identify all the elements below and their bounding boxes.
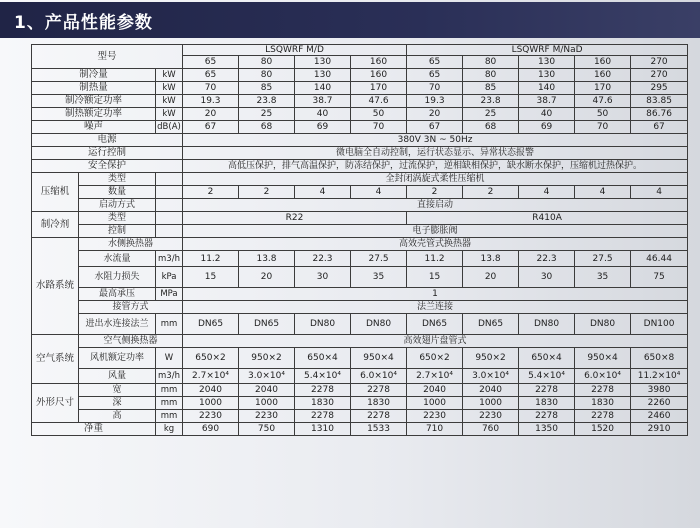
table-cell	[156, 186, 183, 199]
table-cell: 80	[239, 69, 295, 82]
table-cell: 130	[295, 69, 351, 82]
table-cell: 75	[631, 267, 688, 288]
table-cell: kg	[156, 423, 183, 436]
table-cell: 80	[239, 56, 295, 69]
table-cell: 运行控制	[32, 147, 183, 160]
table-row	[32, 410, 688, 423]
table-cell: 65	[183, 69, 239, 82]
table-cell: 水流量	[79, 251, 156, 267]
table-cell: 950×4	[575, 348, 631, 369]
table-cell: 86.76	[631, 108, 688, 121]
table-cell: 38.7	[295, 95, 351, 108]
table-cell: kW	[156, 69, 183, 82]
table-cell: 2278	[519, 384, 575, 397]
table-cell: 最高承压	[79, 288, 156, 301]
table-cell: 2230	[463, 410, 519, 423]
table-cell: 68	[463, 121, 519, 134]
table-cell: 风机额定功率	[79, 348, 156, 369]
table-cell: 65	[407, 69, 463, 82]
table-cell: 760	[463, 423, 519, 436]
table-row	[32, 397, 688, 410]
table-cell: 30	[519, 267, 575, 288]
table-cell: 140	[295, 82, 351, 95]
table-cell: 140	[519, 82, 575, 95]
table-cell: DN65	[407, 314, 463, 335]
table-cell: 空气侧换热器	[79, 335, 183, 348]
table-cell: 295	[631, 82, 688, 95]
table-cell: 85	[463, 82, 519, 95]
table-cell: 数量	[79, 186, 156, 199]
table-cell: LSQWRF M/NaD	[407, 45, 688, 56]
table-cell: 全封闭涡旋式柔性压缩机	[183, 173, 688, 186]
table-cell: DN80	[575, 314, 631, 335]
table-cell: 270	[631, 56, 688, 69]
table-cell: 3980	[631, 384, 688, 397]
table-cell: mm	[156, 314, 183, 335]
table-cell: 15	[407, 267, 463, 288]
table-cell: 650×4	[519, 348, 575, 369]
table-cell: 2.7×10⁴	[407, 369, 463, 384]
table-cell: 微电脑全自动控制，运行状态显示、异常状态报警	[183, 147, 688, 160]
table-cell: 22.3	[295, 251, 351, 267]
table-cell: 70	[575, 121, 631, 134]
table-cell: 4	[351, 186, 407, 199]
table-cell: 高低压保护，排气高温保护，防冻结保护，过流保护，逆相缺相保护，缺水断水保护，压缩机过热保护。	[183, 160, 688, 173]
table-cell: 23.8	[463, 95, 519, 108]
table-cell: 6.0×10⁴	[351, 369, 407, 384]
table-cell: 安全保护	[32, 160, 183, 173]
table-row	[32, 384, 688, 397]
table-cell: 19.3	[407, 95, 463, 108]
table-cell: 1830	[351, 397, 407, 410]
table-cell	[156, 199, 183, 212]
table-cell: 4	[295, 186, 351, 199]
table-cell: 控制	[79, 225, 156, 238]
table-cell: 65	[183, 56, 239, 69]
table-cell: 650×2	[407, 348, 463, 369]
section-header	[0, 0, 700, 40]
table-row	[32, 212, 688, 225]
table-cell: 27.5	[351, 251, 407, 267]
table-cell: 650×8	[631, 348, 688, 369]
table-row	[32, 134, 688, 147]
table-cell: MPa	[156, 288, 183, 301]
table-cell: 2260	[631, 397, 688, 410]
table-cell: 23.8	[239, 95, 295, 108]
table-cell: 3.0×10⁴	[239, 369, 295, 384]
table-cell: 950×4	[351, 348, 407, 369]
table-cell: 1520	[575, 423, 631, 436]
table-cell: 40	[519, 108, 575, 121]
table-cell: 启动方式	[79, 199, 156, 212]
table-cell: 1	[183, 288, 688, 301]
table-cell: 690	[183, 423, 239, 436]
table-cell: 2910	[631, 423, 688, 436]
table-cell: DN65	[239, 314, 295, 335]
table-cell: DN80	[351, 314, 407, 335]
table-cell: 2	[239, 186, 295, 199]
table-cell: 85	[239, 82, 295, 95]
table-cell: R22	[183, 212, 407, 225]
table-cell: 380V 3N ~ 50Hz	[183, 134, 688, 147]
table-cell: 深	[79, 397, 156, 410]
table-cell: 650×4	[295, 348, 351, 369]
table-cell: 160	[351, 56, 407, 69]
table-cell: 25	[239, 108, 295, 121]
table-row	[32, 186, 688, 199]
table-cell: 710	[407, 423, 463, 436]
table-cell: 1350	[519, 423, 575, 436]
table-cell: 13.8	[463, 251, 519, 267]
section-title: 1、产品性能参数	[14, 13, 153, 33]
table-cell: 25	[463, 108, 519, 121]
table-cell: 法兰连接	[183, 301, 688, 314]
table-cell: 2	[463, 186, 519, 199]
table-cell: 69	[519, 121, 575, 134]
table-cell: 69	[295, 121, 351, 134]
table-cell: mm	[156, 384, 183, 397]
table-cell: 1310	[295, 423, 351, 436]
table-cell: mm	[156, 410, 183, 423]
table-row	[32, 314, 688, 335]
table-cell: 水路系统	[32, 238, 79, 335]
table-cell: 2040	[183, 384, 239, 397]
table-cell: 2278	[351, 410, 407, 423]
table-cell: 47.6	[351, 95, 407, 108]
table-cell: 170	[575, 82, 631, 95]
table-cell: DN80	[295, 314, 351, 335]
table-cell: 650×2	[183, 348, 239, 369]
table-cell: 5.4×10⁴	[295, 369, 351, 384]
table-cell: 类型	[79, 212, 156, 225]
table-cell: 20	[239, 267, 295, 288]
table-row	[32, 160, 688, 173]
table-cell: 1830	[295, 397, 351, 410]
table-cell: 30	[295, 267, 351, 288]
table-cell: 6.0×10⁴	[575, 369, 631, 384]
table-cell: 35	[351, 267, 407, 288]
table-cell: 67	[631, 121, 688, 134]
table-row	[32, 225, 688, 238]
table-cell: 170	[351, 82, 407, 95]
table-cell: 2278	[575, 410, 631, 423]
table-cell: kPa	[156, 267, 183, 288]
table-cell: 40	[295, 108, 351, 121]
table-cell: LSQWRF M/D	[183, 45, 407, 56]
table-cell: 2.7×10⁴	[183, 369, 239, 384]
table-row	[32, 108, 688, 121]
table-cell: 22.3	[519, 251, 575, 267]
table-cell: 4	[575, 186, 631, 199]
table-cell: kW	[156, 82, 183, 95]
table-cell: 2278	[519, 410, 575, 423]
table-cell: 13.8	[239, 251, 295, 267]
table-cell: 进出水连接法兰	[79, 314, 156, 335]
table-cell: 83.85	[631, 95, 688, 108]
table-cell: 70	[183, 82, 239, 95]
table-cell: 外形尺寸	[32, 384, 79, 423]
table-cell: 11.2×10⁴	[631, 369, 688, 384]
table-cell: 160	[351, 69, 407, 82]
table-row	[32, 348, 688, 369]
table-cell: 67	[183, 121, 239, 134]
table-cell: DN100	[631, 314, 688, 335]
table-cell: 19.3	[183, 95, 239, 108]
table-cell: 高	[79, 410, 156, 423]
table-row	[32, 238, 688, 251]
table-cell: 38.7	[519, 95, 575, 108]
table-cell: 130	[519, 56, 575, 69]
table-cell: 水侧换热器	[79, 238, 183, 251]
table-cell: dB(A)	[157, 122, 181, 132]
table-cell: 1000	[183, 397, 239, 410]
table-cell: 类型	[79, 173, 156, 186]
table-cell: 宽	[79, 384, 156, 397]
table-cell: 11.2	[183, 251, 239, 267]
table-cell: 电源	[32, 134, 183, 147]
table-row	[32, 45, 688, 56]
table-cell: 160	[575, 69, 631, 82]
table-cell: W	[156, 348, 183, 369]
table-cell: 68	[239, 121, 295, 134]
table-cell: 2278	[575, 384, 631, 397]
table-row	[32, 82, 688, 95]
table-row	[32, 173, 688, 186]
table-cell: 1830	[519, 397, 575, 410]
table-cell: 1533	[351, 423, 407, 436]
table-cell: kW	[156, 108, 183, 121]
table-cell: 20	[463, 267, 519, 288]
spec-table-body	[32, 45, 688, 436]
table-cell: 47.6	[575, 95, 631, 108]
table-cell: 130	[519, 69, 575, 82]
table-cell: DN80	[519, 314, 575, 335]
table-cell: 水阻力损失	[79, 267, 156, 288]
table-cell: 67	[407, 121, 463, 134]
table-cell: 50	[575, 108, 631, 121]
table-cell: 20	[183, 108, 239, 121]
table-cell: 2278	[351, 384, 407, 397]
table-row	[32, 251, 688, 267]
table-cell	[156, 212, 183, 225]
table-cell: 2230	[239, 410, 295, 423]
table-cell: 直接启动	[183, 199, 688, 212]
table-row	[32, 267, 688, 288]
table-row	[32, 69, 688, 82]
table-cell: m3/h	[156, 369, 183, 384]
table-cell: 80	[463, 69, 519, 82]
table-cell: 风量	[79, 369, 156, 384]
table-cell: 15	[183, 267, 239, 288]
table-cell: 高效壳管式换热器	[183, 238, 688, 251]
table-cell: 20	[407, 108, 463, 121]
table-cell: 3.0×10⁴	[463, 369, 519, 384]
table-cell: 2230	[183, 410, 239, 423]
table-cell: 高效翅片盘管式	[183, 335, 688, 348]
table-cell: 70	[351, 121, 407, 134]
table-cell: 46.44	[631, 251, 688, 267]
table-cell: 2	[407, 186, 463, 199]
table-cell: 制热量	[32, 82, 156, 95]
table-cell: 2040	[407, 384, 463, 397]
table-row	[32, 121, 688, 134]
table-cell: 70	[407, 82, 463, 95]
table-cell: 2278	[295, 410, 351, 423]
table-cell: 80	[463, 56, 519, 69]
table-cell: DN65	[183, 314, 239, 335]
table-cell: 1000	[463, 397, 519, 410]
table-row	[32, 301, 688, 314]
table-cell	[156, 225, 183, 238]
table-cell: 4	[631, 186, 688, 199]
table-cell: 2278	[295, 384, 351, 397]
table-cell: DN65	[463, 314, 519, 335]
table-cell: 接管方式	[79, 301, 183, 314]
table-cell: 270	[631, 69, 688, 82]
table-cell: m3/h	[156, 251, 183, 267]
table-cell: 27.5	[575, 251, 631, 267]
table-cell: R410A	[407, 212, 688, 225]
table-row	[32, 95, 688, 108]
table-cell: 制冷量	[32, 69, 156, 82]
table-cell: 950×2	[239, 348, 295, 369]
table-cell: 1000	[407, 397, 463, 410]
table-cell: 750	[239, 423, 295, 436]
table-cell: 50	[351, 108, 407, 121]
spec-table	[31, 44, 688, 436]
table-cell: 空气系统	[32, 335, 79, 384]
table-cell: 2460	[631, 410, 688, 423]
table-cell: 5.4×10⁴	[519, 369, 575, 384]
table-cell: 噪声	[32, 121, 156, 134]
table-cell: 130	[295, 56, 351, 69]
table-cell: 2230	[407, 410, 463, 423]
table-row	[32, 199, 688, 212]
table-row	[32, 288, 688, 301]
table-cell: 2040	[239, 384, 295, 397]
table-cell: 11.2	[407, 251, 463, 267]
table-row	[32, 147, 688, 160]
table-cell: mm	[156, 397, 183, 410]
table-cell: 2	[183, 186, 239, 199]
table-cell: 4	[519, 186, 575, 199]
table-row	[32, 423, 688, 436]
table-cell: 2040	[463, 384, 519, 397]
table-cell: 1830	[575, 397, 631, 410]
table-cell: 净重	[32, 423, 156, 436]
table-cell	[156, 173, 183, 186]
table-cell: 制热额定功率	[32, 108, 156, 121]
table-cell: kW	[156, 95, 183, 108]
table-cell: 160	[575, 56, 631, 69]
table-cell: 65	[407, 56, 463, 69]
table-cell: 35	[575, 267, 631, 288]
table-cell: 制冷剂	[32, 212, 79, 238]
table-row	[32, 335, 688, 348]
table-cell: 型号	[32, 45, 183, 69]
table-cell: 950×2	[463, 348, 519, 369]
table-cell: 1000	[239, 397, 295, 410]
table-row	[32, 369, 688, 384]
table-cell: 压缩机	[32, 173, 79, 212]
table-cell: 电子膨胀阀	[183, 225, 688, 238]
table-cell: 制冷额定功率	[32, 95, 156, 108]
